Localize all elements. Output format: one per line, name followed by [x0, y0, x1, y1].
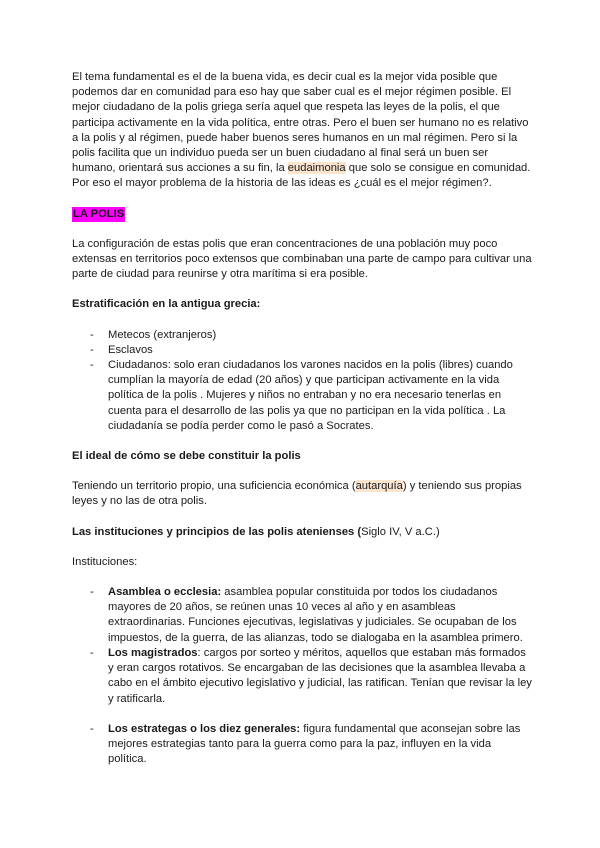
- ideal-paragraph: [72, 479, 532, 509]
- list-item-asamblea: [72, 585, 532, 646]
- intro-paragraph: [72, 70, 532, 192]
- list-item-estrategas: [72, 722, 532, 768]
- list-item: - Metecos (extranjeros): [72, 328, 532, 343]
- term-magistrados: Los magistrados: [108, 646, 198, 659]
- desc-asamblea: asamblea popular constituida por todos los ciudadanos mayores de 20 años, se reúnen unas 10 veces al año y en asambleas extraordinarias. Funciones ejecutivas, legislativas y judiciales. Se ocupaban de los impuestos, de la guerra, de las alianzas, todo se dialogaba en la asamblea primero.: [108, 586, 523, 644]
- instituciones-list-cont: [72, 722, 532, 768]
- estratificacion-heading: Estratificación en la antigua grecia:: [72, 298, 261, 311]
- ideal-text-2: ) y teniendo sus propias leyes y no las de otra polis.: [72, 480, 522, 508]
- list-item: - Esclavos: [72, 343, 532, 358]
- polis-heading-text: LA POLIS: [72, 207, 125, 222]
- list-item-magistrados: [72, 646, 532, 707]
- instituciones-heading: [72, 525, 532, 540]
- term-asamblea: Asamblea o ecclesia:: [108, 586, 222, 599]
- instituciones-heading-bold: Las instituciones y principios de las polis atenienses (: [72, 525, 362, 538]
- document-page: [72, 70, 532, 782]
- list-gap: [72, 707, 532, 722]
- highlight-eudaimonia: eudaimonia: [287, 162, 346, 175]
- list-item: - Ciudadanos: solo eran ciudadanos los varones nacidos en la polis (libres) cuando cumplían la mayoría de edad (20 años) y que participan activamente en la vida política de la polis . Mujeres y niños no entraban y no era necesario tenerlas en cuenta para el desarrollo de las polis ya que no participan en la vida política . La ciudadanía se podía perder como le pasó a Socrates.: [72, 358, 532, 434]
- intro-text-1: El tema fundamental es el de la buena vida, es decir cual es la mejor vida posible que podemos dar en comunidad para eso hay que saber cual es el mejor régimen posible. El mejor ciudadano de la polis griega sería aquel que respeta las leyes de la polis, el que participa activamente en la vida política, entre otras. Pero el buen ser humano no es relativo a la polis y al régimen, puede haber buenos seres humanos en un mal régimen. Pero si la polis facilita que un individuo pueda ser un buen ciudadano al final será un buen ser humano, orientará sus acciones a su fin, la: [72, 71, 529, 175]
- instituciones-label: Instituciones:: [72, 555, 138, 568]
- highlight-autarquia: autarquía: [355, 480, 403, 493]
- instituciones-heading-period: Siglo IV, V a.C.): [361, 525, 440, 538]
- term-estrategas: Los estrategas o los diez generales:: [108, 722, 301, 735]
- polis-heading: [72, 207, 532, 222]
- desc-magistrados: : cargos por sorteo y méritos, aquellos que estaban más formados y eran cargos rotativos. Se encargaban de las decisiones que la asamblea llevaba a cabo en el ámbito ejecutivo legislativo y judicial, las ratifican. Tenían que revisar la ley y ratificarla.: [108, 646, 532, 705]
- ideal-heading: El ideal de cómo se debe constituir la polis: [72, 450, 301, 463]
- estratificacion-list: [72, 328, 532, 434]
- intro-text-2: que solo se consigue en comunidad. Por eso el mayor problema de la historia de las ideas es ¿cuál es el mejor régimen?.: [72, 162, 531, 190]
- desc-estrategas: figura fundamental que aconsejan sobre las mejores estrategias tanto para la guerra como para la paz, influyen en la vida política.: [108, 722, 521, 766]
- instituciones-list: [72, 585, 532, 707]
- polis-paragraph: La configuración de estas polis que eran concentraciones de una población muy poco extensas en territorios poco extensos que combinaban una parte de campo para cultivar una parte de ciudad para reunirse y otra marítima si era posible.: [72, 237, 532, 281]
- ideal-text-1: Teniendo un territorio propio, una suficiencia económica (: [72, 480, 356, 493]
